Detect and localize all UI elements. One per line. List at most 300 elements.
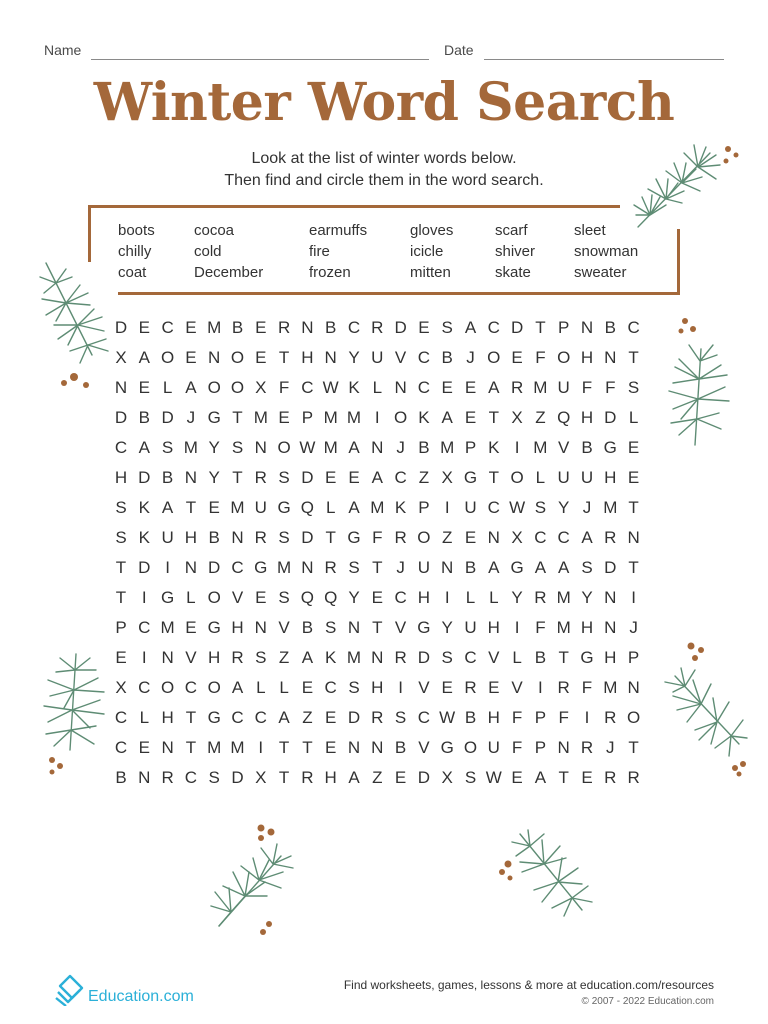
grid-letter[interactable]: D: [231, 768, 244, 787]
grid-letter[interactable]: N: [161, 648, 174, 667]
grid-letter[interactable]: V: [394, 348, 407, 367]
grid-letter[interactable]: K: [348, 378, 360, 397]
grid-letter[interactable]: T: [185, 498, 197, 517]
grid-letter[interactable]: V: [394, 618, 407, 637]
grid-letter[interactable]: P: [301, 408, 314, 427]
grid-letter[interactable]: F: [581, 678, 593, 697]
grid-letter[interactable]: M: [207, 738, 222, 757]
grid-letter[interactable]: C: [534, 528, 547, 547]
grid-letter[interactable]: U: [487, 738, 500, 757]
grid-letter[interactable]: W: [299, 438, 316, 457]
grid-letter[interactable]: J: [466, 348, 475, 367]
grid-letter[interactable]: K: [325, 648, 337, 667]
grid-letter[interactable]: N: [604, 348, 617, 367]
grid-letter[interactable]: P: [115, 618, 127, 637]
grid-letter[interactable]: A: [488, 378, 500, 397]
grid-letter[interactable]: N: [301, 318, 314, 337]
grid-letter[interactable]: E: [185, 348, 197, 367]
grid-letter[interactable]: S: [278, 588, 290, 607]
grid-letter[interactable]: M: [370, 498, 385, 517]
grid-letter[interactable]: T: [232, 468, 243, 487]
grid-letter[interactable]: C: [394, 588, 407, 607]
grid-letter[interactable]: M: [346, 648, 362, 667]
grid-letter[interactable]: H: [114, 468, 128, 487]
grid-letter[interactable]: D: [301, 468, 314, 487]
grid-letter[interactable]: E: [464, 378, 477, 397]
grid-letter[interactable]: X: [115, 678, 127, 697]
grid-letter[interactable]: L: [162, 378, 173, 397]
grid-letter[interactable]: T: [372, 618, 383, 637]
grid-letter[interactable]: B: [208, 528, 220, 547]
grid-letter[interactable]: U: [557, 378, 570, 397]
grid-letter[interactable]: M: [323, 408, 338, 427]
grid-letter[interactable]: N: [324, 348, 337, 367]
grid-letter[interactable]: K: [488, 438, 500, 457]
grid-letter[interactable]: F: [535, 618, 546, 637]
grid-letter[interactable]: O: [230, 348, 245, 367]
grid-letter[interactable]: M: [323, 438, 338, 457]
grid-letter[interactable]: R: [277, 318, 291, 337]
grid-letter[interactable]: T: [628, 348, 639, 367]
grid-letter[interactable]: T: [628, 498, 639, 517]
grid-letter[interactable]: E: [325, 468, 337, 487]
grid-letter[interactable]: S: [394, 708, 407, 727]
grid-letter[interactable]: N: [254, 438, 267, 457]
grid-letter[interactable]: Z: [302, 708, 313, 727]
grid-letter[interactable]: I: [141, 588, 147, 607]
grid-letter[interactable]: T: [115, 558, 127, 577]
grid-letter[interactable]: C: [138, 618, 151, 637]
grid-letter[interactable]: S: [278, 468, 290, 487]
grid-letter[interactable]: N: [347, 738, 361, 757]
grid-letter[interactable]: T: [278, 348, 290, 367]
grid-letter[interactable]: N: [231, 528, 244, 547]
grid-letter[interactable]: W: [439, 708, 456, 727]
grid-letter[interactable]: V: [278, 618, 290, 637]
grid-letter[interactable]: K: [394, 498, 407, 517]
grid-letter[interactable]: S: [464, 768, 477, 787]
grid-letter[interactable]: I: [258, 738, 264, 757]
grid-letter[interactable]: K: [418, 408, 430, 427]
grid-letter[interactable]: T: [488, 468, 499, 487]
grid-letter[interactable]: H: [604, 468, 617, 487]
grid-letter[interactable]: C: [184, 678, 198, 697]
grid-letter[interactable]: S: [278, 528, 290, 547]
grid-letter[interactable]: L: [256, 678, 266, 697]
grid-letter[interactable]: Z: [372, 768, 383, 787]
grid-letter[interactable]: B: [534, 648, 547, 667]
grid-letter[interactable]: F: [581, 378, 593, 397]
grid-letter[interactable]: H: [580, 348, 594, 367]
grid-letter[interactable]: R: [534, 588, 547, 607]
grid-letter[interactable]: A: [138, 348, 150, 367]
grid-letter[interactable]: N: [184, 468, 198, 487]
grid-letter[interactable]: N: [371, 738, 384, 757]
grid-letter[interactable]: E: [627, 468, 640, 487]
grid-letter[interactable]: A: [534, 768, 547, 787]
grid-letter[interactable]: I: [141, 648, 147, 667]
grid-letter[interactable]: H: [324, 768, 337, 787]
grid-letter[interactable]: C: [184, 768, 198, 787]
grid-letter[interactable]: O: [160, 348, 175, 367]
grid-letter[interactable]: H: [580, 618, 594, 637]
grid-letter[interactable]: M: [277, 558, 292, 577]
grid-letter[interactable]: X: [255, 768, 267, 787]
grid-letter[interactable]: B: [604, 318, 616, 337]
grid-letter[interactable]: T: [628, 738, 639, 757]
grid-letter[interactable]: A: [371, 468, 383, 487]
grid-letter[interactable]: J: [629, 618, 638, 637]
grid-letter[interactable]: X: [511, 408, 523, 427]
grid-letter[interactable]: X: [511, 528, 523, 547]
grid-letter[interactable]: J: [606, 738, 615, 757]
grid-letter[interactable]: C: [417, 348, 431, 367]
grid-letter[interactable]: B: [441, 348, 453, 367]
grid-letter[interactable]: F: [535, 348, 546, 367]
grid-letter[interactable]: P: [558, 318, 570, 337]
grid-letter[interactable]: S: [348, 678, 360, 697]
grid-letter[interactable]: H: [487, 618, 500, 637]
grid-letter[interactable]: Z: [441, 528, 453, 547]
grid-letter[interactable]: B: [231, 318, 244, 337]
grid-letter[interactable]: N: [580, 318, 594, 337]
grid-letter[interactable]: E: [464, 408, 477, 427]
grid-letter[interactable]: R: [557, 678, 570, 697]
grid-letter[interactable]: X: [441, 768, 453, 787]
grid-letter[interactable]: E: [581, 768, 593, 787]
grid-letter[interactable]: I: [165, 558, 170, 577]
grid-letter[interactable]: F: [558, 708, 569, 727]
grid-letter[interactable]: T: [185, 738, 197, 757]
grid-letter[interactable]: E: [371, 588, 383, 607]
grid-letter[interactable]: D: [347, 708, 361, 727]
grid-letter[interactable]: N: [441, 558, 454, 577]
grid-letter[interactable]: M: [230, 498, 245, 517]
grid-letter[interactable]: R: [371, 708, 384, 727]
grid-letter[interactable]: G: [440, 738, 454, 757]
grid-letter[interactable]: L: [372, 378, 383, 397]
grid-letter[interactable]: A: [348, 438, 360, 457]
grid-letter[interactable]: E: [255, 588, 267, 607]
grid-letter[interactable]: E: [278, 408, 290, 427]
grid-letter[interactable]: N: [114, 378, 128, 397]
name-field[interactable]: [91, 59, 429, 60]
grid-letter[interactable]: Y: [441, 618, 453, 637]
grid-letter[interactable]: U: [161, 528, 174, 547]
grid-letter[interactable]: X: [441, 468, 453, 487]
grid-letter[interactable]: A: [441, 408, 453, 427]
grid-letter[interactable]: N: [371, 438, 384, 457]
grid-letter[interactable]: S: [208, 768, 220, 787]
grid-letter[interactable]: N: [604, 588, 617, 607]
grid-letter[interactable]: L: [628, 408, 639, 427]
grid-letter[interactable]: K: [138, 498, 150, 517]
grid-letter[interactable]: O: [160, 678, 175, 697]
grid-letter[interactable]: N: [604, 618, 617, 637]
grid-letter[interactable]: D: [138, 468, 151, 487]
grid-letter[interactable]: E: [627, 438, 640, 457]
grid-letter[interactable]: M: [556, 588, 571, 607]
grid-letter[interactable]: T: [558, 768, 569, 787]
grid-letter[interactable]: N: [487, 528, 500, 547]
grid-letter[interactable]: E: [488, 678, 500, 697]
grid-letter[interactable]: T: [372, 558, 383, 577]
grid-letter[interactable]: J: [582, 498, 592, 517]
grid-letter[interactable]: M: [253, 408, 268, 427]
grid-letter[interactable]: L: [279, 678, 289, 697]
grid-letter[interactable]: P: [418, 498, 430, 517]
grid-letter[interactable]: N: [208, 348, 221, 367]
grid-letter[interactable]: S: [115, 528, 127, 547]
grid-letter[interactable]: N: [161, 738, 174, 757]
grid-letter[interactable]: L: [325, 498, 336, 517]
grid-letter[interactable]: I: [584, 708, 590, 727]
grid-letter[interactable]: M: [207, 318, 222, 337]
grid-letter[interactable]: Z: [535, 408, 546, 427]
grid-letter[interactable]: E: [325, 738, 337, 757]
grid-letter[interactable]: D: [208, 558, 221, 577]
grid-letter[interactable]: C: [487, 318, 500, 337]
grid-letter[interactable]: R: [254, 528, 267, 547]
grid-letter[interactable]: G: [463, 468, 478, 487]
grid-letter[interactable]: N: [627, 528, 640, 547]
grid-letter[interactable]: W: [485, 768, 502, 787]
grid-letter[interactable]: D: [394, 318, 407, 337]
grid-letter[interactable]: R: [254, 468, 267, 487]
grid-letter[interactable]: E: [138, 378, 150, 397]
grid-letter[interactable]: B: [325, 318, 337, 337]
grid-letter[interactable]: C: [114, 708, 128, 727]
grid-letter[interactable]: E: [255, 318, 267, 337]
grid-letter[interactable]: R: [231, 648, 244, 667]
grid-letter[interactable]: E: [115, 648, 127, 667]
grid-letter[interactable]: E: [138, 738, 150, 757]
grid-letter[interactable]: H: [161, 708, 174, 727]
grid-letter[interactable]: Q: [324, 588, 338, 607]
grid-letter[interactable]: M: [533, 438, 548, 457]
grid-letter[interactable]: Y: [348, 588, 360, 607]
grid-letter[interactable]: N: [347, 618, 361, 637]
grid-letter[interactable]: J: [396, 558, 405, 577]
grid-letter[interactable]: R: [394, 648, 407, 667]
grid-letter[interactable]: Y: [208, 468, 220, 487]
grid-letter[interactable]: V: [511, 678, 523, 697]
grid-letter[interactable]: E: [301, 678, 314, 697]
grid-letter[interactable]: X: [255, 378, 267, 397]
grid-letter[interactable]: P: [464, 438, 477, 457]
grid-letter[interactable]: G: [603, 438, 617, 457]
grid-letter[interactable]: J: [186, 408, 196, 427]
grid-letter[interactable]: P: [534, 708, 547, 727]
grid-letter[interactable]: M: [346, 408, 362, 427]
grid-letter[interactable]: X: [115, 348, 127, 367]
grid-letter[interactable]: D: [161, 408, 174, 427]
grid-letter[interactable]: D: [417, 648, 431, 667]
grid-letter[interactable]: T: [278, 768, 290, 787]
grid-letter[interactable]: W: [509, 498, 526, 517]
grid-letter[interactable]: Q: [557, 408, 571, 427]
grid-letter[interactable]: R: [604, 528, 617, 547]
grid-letter[interactable]: A: [348, 768, 360, 787]
grid-letter[interactable]: A: [581, 528, 593, 547]
grid-letter[interactable]: Z: [418, 468, 430, 487]
grid-letter[interactable]: Y: [348, 348, 360, 367]
grid-letter[interactable]: T: [232, 408, 243, 427]
grid-letter[interactable]: H: [417, 588, 431, 607]
grid-letter[interactable]: V: [418, 678, 430, 697]
grid-letter[interactable]: A: [278, 708, 290, 727]
grid-letter[interactable]: A: [348, 498, 360, 517]
grid-letter[interactable]: S: [581, 558, 593, 577]
grid-letter[interactable]: C: [231, 558, 244, 577]
grid-letter[interactable]: O: [463, 738, 478, 757]
grid-letter[interactable]: L: [512, 648, 522, 667]
grid-letter[interactable]: C: [417, 708, 431, 727]
grid-letter[interactable]: R: [324, 558, 337, 577]
grid-letter[interactable]: I: [514, 438, 520, 457]
grid-letter[interactable]: L: [465, 588, 476, 607]
grid-letter[interactable]: V: [231, 588, 244, 607]
grid-letter[interactable]: U: [417, 558, 431, 577]
grid-letter[interactable]: C: [627, 318, 640, 337]
grid-letter[interactable]: E: [418, 318, 430, 337]
grid-letter[interactable]: B: [464, 708, 477, 727]
grid-letter[interactable]: T: [185, 708, 197, 727]
grid-letter[interactable]: Y: [581, 588, 593, 607]
grid-letter[interactable]: S: [348, 558, 360, 577]
grid-letter[interactable]: H: [371, 678, 384, 697]
grid-letter[interactable]: H: [301, 348, 314, 367]
grid-letter[interactable]: H: [487, 708, 500, 727]
grid-letter[interactable]: C: [394, 468, 407, 487]
grid-letter[interactable]: A: [464, 318, 477, 337]
grid-letter[interactable]: P: [534, 738, 547, 757]
grid-letter[interactable]: T: [278, 738, 290, 757]
grid-letter[interactable]: G: [160, 588, 175, 607]
grid-letter[interactable]: T: [558, 648, 569, 667]
grid-letter[interactable]: N: [184, 558, 198, 577]
grid-letter[interactable]: O: [207, 378, 221, 397]
grid-letter[interactable]: B: [581, 438, 593, 457]
grid-letter[interactable]: I: [444, 588, 450, 607]
grid-letter[interactable]: F: [511, 738, 523, 757]
grid-letter[interactable]: A: [138, 438, 150, 457]
grid-letter[interactable]: U: [580, 468, 594, 487]
grid-letter[interactable]: L: [186, 588, 196, 607]
grid-letter[interactable]: N: [394, 378, 407, 397]
grid-letter[interactable]: O: [487, 348, 501, 367]
grid-letter[interactable]: V: [488, 648, 500, 667]
grid-letter[interactable]: N: [627, 678, 640, 697]
grid-letter[interactable]: V: [185, 648, 197, 667]
grid-letter[interactable]: M: [556, 618, 571, 637]
grid-letter[interactable]: O: [230, 378, 245, 397]
grid-letter[interactable]: P: [627, 648, 640, 667]
grid-letter[interactable]: C: [347, 318, 361, 337]
grid-letter[interactable]: R: [604, 768, 617, 787]
grid-letter[interactable]: E: [511, 768, 523, 787]
grid-letter[interactable]: H: [604, 648, 617, 667]
grid-letter[interactable]: R: [394, 528, 407, 547]
grid-letter[interactable]: A: [231, 678, 244, 697]
grid-letter[interactable]: I: [444, 498, 450, 517]
grid-letter[interactable]: E: [325, 708, 337, 727]
grid-letter[interactable]: B: [138, 408, 150, 427]
grid-letter[interactable]: G: [510, 558, 524, 577]
grid-letter[interactable]: U: [557, 468, 570, 487]
grid-letter[interactable]: B: [394, 738, 407, 757]
grid-letter[interactable]: C: [464, 648, 477, 667]
grid-letter[interactable]: F: [511, 708, 523, 727]
grid-letter[interactable]: E: [511, 348, 523, 367]
grid-letter[interactable]: O: [557, 348, 571, 367]
grid-letter[interactable]: Q: [300, 498, 314, 517]
grid-letter[interactable]: W: [322, 378, 339, 397]
grid-letter[interactable]: T: [488, 408, 499, 427]
grid-letter[interactable]: D: [604, 408, 617, 427]
grid-letter[interactable]: O: [277, 438, 291, 457]
grid-letter[interactable]: G: [417, 618, 431, 637]
grid-letter[interactable]: O: [393, 408, 408, 427]
grid-letter[interactable]: R: [580, 738, 594, 757]
grid-letter[interactable]: M: [603, 498, 618, 517]
grid-letter[interactable]: N: [371, 648, 384, 667]
grid-letter[interactable]: S: [231, 438, 244, 457]
grid-letter[interactable]: C: [254, 708, 267, 727]
grid-letter[interactable]: E: [441, 678, 453, 697]
grid-letter[interactable]: C: [487, 498, 500, 517]
grid-letter[interactable]: D: [417, 768, 431, 787]
grid-letter[interactable]: V: [558, 438, 570, 457]
grid-letter[interactable]: G: [254, 558, 268, 577]
grid-letter[interactable]: H: [580, 408, 594, 427]
grid-letter[interactable]: G: [207, 618, 221, 637]
grid-letter[interactable]: C: [231, 708, 244, 727]
grid-letter[interactable]: O: [626, 708, 641, 727]
grid-letter[interactable]: L: [535, 468, 546, 487]
grid-letter[interactable]: O: [207, 678, 221, 697]
grid-letter[interactable]: R: [464, 678, 477, 697]
grid-letter[interactable]: Z: [278, 648, 290, 667]
grid-letter[interactable]: I: [631, 588, 636, 607]
grid-letter[interactable]: G: [207, 408, 221, 427]
grid-letter[interactable]: V: [418, 738, 430, 757]
grid-letter[interactable]: E: [394, 768, 407, 787]
grid-letter[interactable]: U: [464, 618, 477, 637]
grid-letter[interactable]: N: [301, 558, 314, 577]
grid-letter[interactable]: S: [325, 618, 337, 637]
grid-letter[interactable]: C: [301, 378, 314, 397]
grid-letter[interactable]: I: [514, 618, 520, 637]
grid-letter[interactable]: S: [161, 438, 174, 457]
grid-letter[interactable]: E: [464, 528, 477, 547]
grid-letter[interactable]: N: [557, 738, 570, 757]
grid-letter[interactable]: J: [396, 438, 405, 457]
grid-letter[interactable]: E: [441, 378, 453, 397]
grid-letter[interactable]: B: [301, 618, 314, 637]
grid-letter[interactable]: I: [538, 678, 543, 697]
grid-letter[interactable]: A: [301, 648, 314, 667]
grid-letter[interactable]: O: [207, 588, 221, 607]
grid-letter[interactable]: S: [115, 498, 127, 517]
grid-letter[interactable]: C: [161, 318, 174, 337]
grid-letter[interactable]: O: [417, 528, 431, 547]
grid-letter[interactable]: R: [627, 768, 640, 787]
grid-letter[interactable]: F: [372, 528, 383, 547]
grid-letter[interactable]: G: [277, 498, 291, 517]
grid-letter[interactable]: Q: [300, 588, 314, 607]
grid-letter[interactable]: Y: [558, 498, 570, 517]
